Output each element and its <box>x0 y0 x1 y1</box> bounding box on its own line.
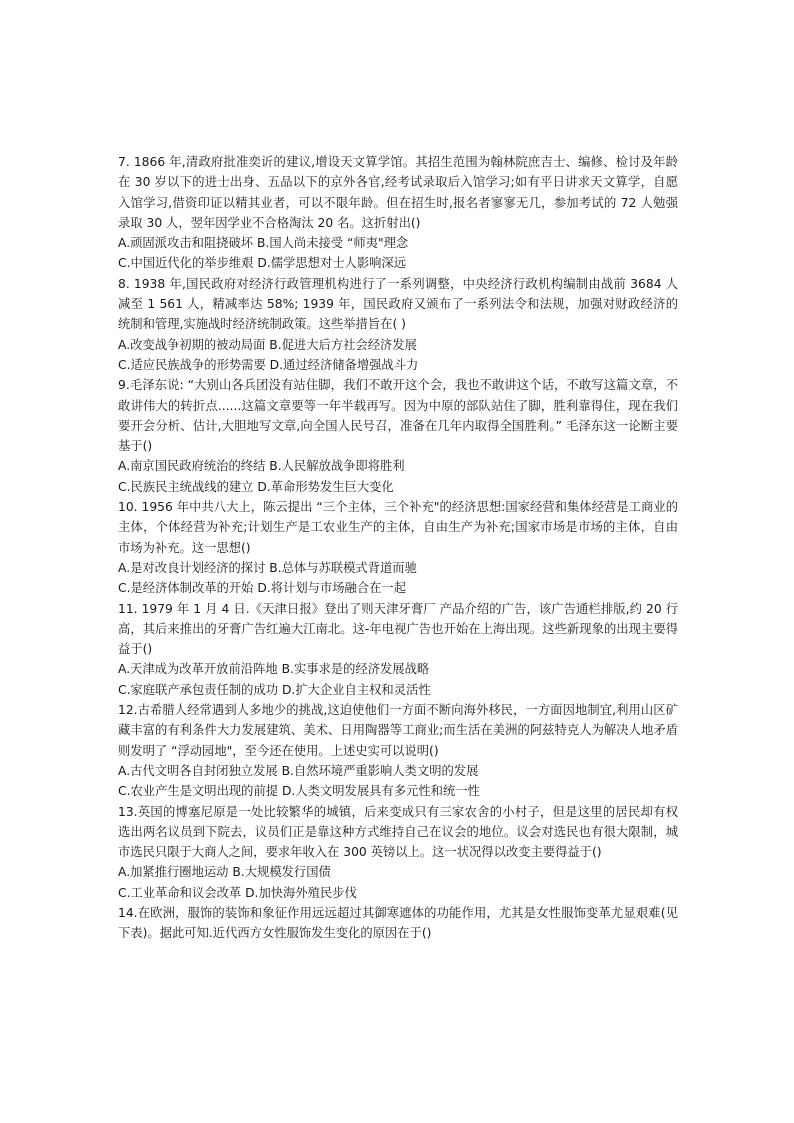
option-line: C.中国近代化的举步维艰 D.儒学思想对士人影响深远 <box>118 256 407 271</box>
question-7 <box>118 152 678 274</box>
question-stem: 12.古希腊人经常遇到人多地少的挑战,这迫使他们一方面不断向海外移民，一方面因地制宜,利用山区矿藏丰富的有利条件大力发展建筑、美术、日用陶器等工商业;而生活在美洲的阿兹特克人为解决人地矛盾则发明了 “浮动园地"，至今还在使用。上述史实可以说明() <box>118 703 678 758</box>
option-line: A.天津成为改革开放前沿阵地 B.实事求是的经济发展战略 <box>118 662 430 677</box>
question-10 <box>118 497 678 598</box>
question-stem: 10. 1956 年中共八大上，陈云提出 “三个主体，三个补充"的经济思想:国家经营和集体经营是工商业的主体，个体经营为补充;计划生产是工农业生产的主体，自由生产为补充;国家市场是市场的主体，自由市场为补充。这一思想() <box>118 500 678 555</box>
option-line: A.南京国民政府统治的终结 B.人民解放战争即将胜利 <box>118 459 405 474</box>
question-11 <box>118 599 678 700</box>
option-line: A.加紧推行圈地运动 B.大规模发行国债 <box>118 865 331 880</box>
option-line: C.民族民主统战线的建立 D.革命形势发生巨大变化 <box>118 479 394 494</box>
question-13 <box>118 802 678 903</box>
question-14 <box>118 903 678 944</box>
option-line: A.顽固派攻击和阻挠破坏 B.国人尚未接受 “师夷"理念 <box>118 236 409 251</box>
question-stem: 9.毛泽东说: “大别山各兵团没有站住脚，我们不敢开这个会，我也不敢讲这个话，不敢写这篇文章，不敢讲伟大的转折点......这篇文章要等一年半载再写。因为中原的部队站住了脚，胜利靠得住，现在我们要开会分析、估计,大胆地写文章,向全国人民号召，准备在几年内取得全国胜利。” 毛泽东这一论断主要基于() <box>118 378 678 454</box>
option-line: A.改变战争初期的被动局面 B.促进大后方社会经济发展 <box>118 337 417 352</box>
question-stem: 8. 1938 年,国民政府对经济行政管理机构进行了一系列调整，中央经济行政机构编制由战前 3684 人减至 1 561 人，精减率达 58%; 1939 年，国民政府又颁布了一系列法令和法规，加强对财政经济的统制和管理,实施战时经济统制政策。这些举措旨在( ) <box>118 276 678 332</box>
question-stem: 7. 1866 年,清政府批准奕䜣的建议,增设天文算学馆。其招生范围为翰林院庶吉士、编修、检讨及年龄在 30 岁以下的进士出身、五品以下的京外各官,经考试录取后入馆学习;如有平日讲求天文算学，自愿入馆学习,借资印证以精其业者，可以不限年龄。但在招生时,报名者寥寥无几，参加考试的 72 人勉强录取 30 人，翌年因学业不合格淘汰 20 名。这折射出() <box>118 155 678 230</box>
option-line: A.是对改良计划经济的探讨 B.总体与苏联模式背道而驰 <box>118 560 417 575</box>
question-8 <box>118 274 678 375</box>
option-line: C.家庭联产承包责任制的成功 D.扩大企业自主权和灵活性 <box>118 682 431 697</box>
option-line: C.适应民族战争的形势需要 D.通过经济储备增强战斗力 <box>118 357 419 372</box>
option-line: C.是经济体制改革的开始 D.将计划与市场融合在一起 <box>118 581 407 596</box>
question-stem: 14.在欧洲，服饰的装饰和象征作用远远超过其御寒遮体的功能作用，尤其是女性服饰变革尤显艰难(见下表)。据此可知.近代西方女性服饰发生变化的原因在于() <box>118 905 678 941</box>
exam-page <box>118 152 678 944</box>
question-9 <box>118 375 678 497</box>
question-stem: 11. 1979 年 1 月 4 日.《天津日报》登出了则天津牙膏厂 产品介绍的广告，该广告通栏排版,约 20 行高，其后来推出的牙膏广告红遍大江南北。这-年电视广告也开始在上海出现。这些新现象的出现主要得益于() <box>118 601 678 657</box>
option-line: C.农业产生是文明出现的前提 D.人类文明发展具有多元性和统一性 <box>118 784 480 799</box>
option-line: A.古代文明各自封闭独立发展 B.自然环境严重影响人类文明的发展 <box>118 763 479 778</box>
question-stem: 13.英国的博塞尼原是一处比较繁华的城镇，后来变成只有三家农舍的小村子，但是这里的居民却有权选出两名议员到下院去，议员们正是靠这种方式维持自己在议会的地位。议会对选民也有很大限制，城市选民只限于大商人之间，要求年收入在 300 英镑以上。这一状况得以改变主要得益于() <box>118 804 678 860</box>
question-12 <box>118 700 678 801</box>
option-line: C.工业革命和议会改革 D.加快海外殖民步伐 <box>118 885 357 900</box>
